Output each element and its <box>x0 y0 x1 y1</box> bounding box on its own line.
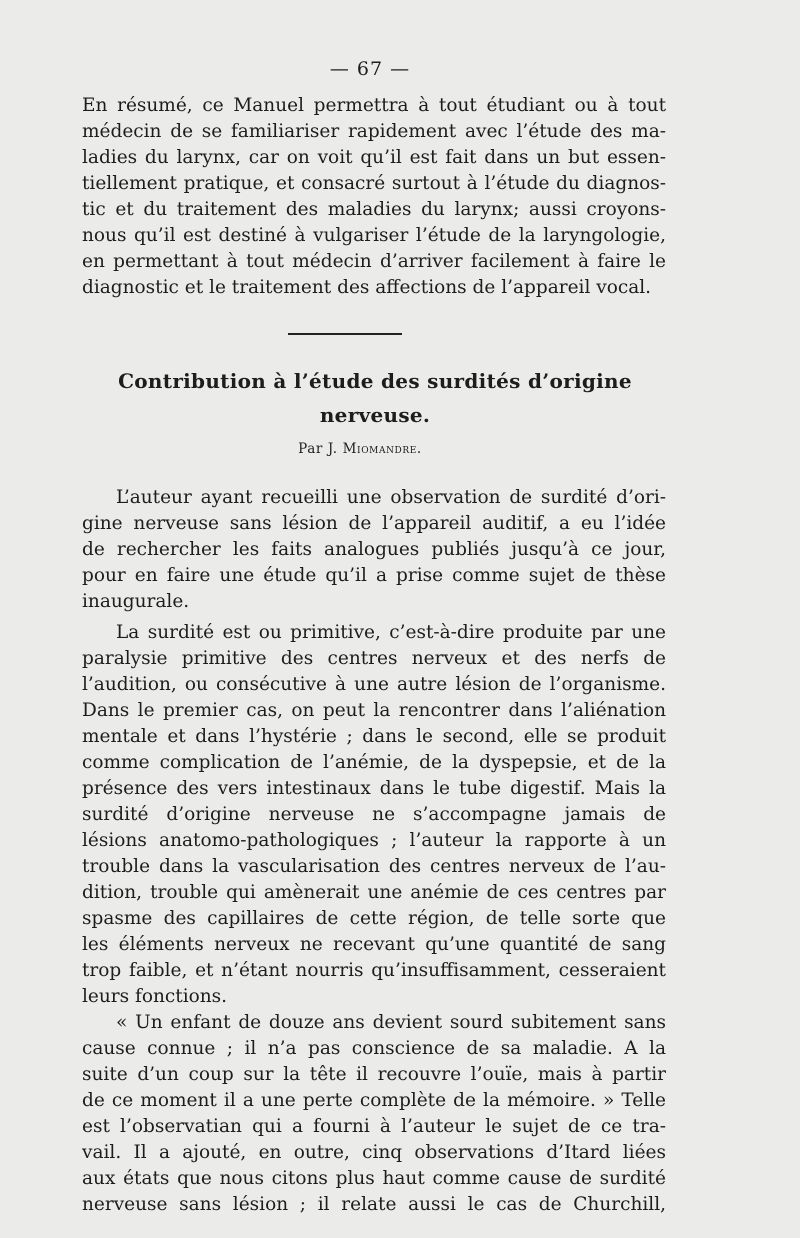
text-line: inaugurale. <box>82 591 190 612</box>
text-line: suite d’un coup sur la tête il recouvre l’ouïe, mais à partir <box>82 1064 666 1085</box>
article-title-line: Contribution à l’étude des surdités d’origine <box>118 369 632 393</box>
section-divider <box>288 333 402 335</box>
text-line: dition, trouble qui amènerait une anémie de ces centres par <box>82 882 666 903</box>
text-line: leurs fonctions. <box>82 986 228 1007</box>
text-line: comme complication de l’anémie, de la dyspepsie, et de la <box>82 752 666 773</box>
text-line: nous qu’il est destiné à vulgariser l’étude de la laryngologie, <box>82 225 666 246</box>
text-line: nerveuse sans lésion ; il relate aussi le cas de Churchill, <box>82 1194 666 1215</box>
article-title-line: nerveuse. <box>319 403 431 427</box>
text-line: vail. Il a ajouté, en outre, cinq observations d’Itard liées <box>82 1142 666 1163</box>
article-author <box>90 441 630 457</box>
text-line: L’auteur ayant recueilli une observation de surdité d’ori- <box>116 487 666 508</box>
text-line: tiellement pratique, et consacré surtout à l’étude du diagnos- <box>82 173 666 194</box>
text-line: pour en faire une étude qu’il a prise comme sujet de thèse <box>82 565 666 586</box>
text-line: lésions anatomo-pathologiques ; l’auteur la rapporte à un <box>82 830 666 851</box>
text-line: ladies du larynx, car on voit qu’il est fait dans un but essen- <box>82 147 666 168</box>
text-line: de ce moment il a une perte complète de la mémoire. » Telle <box>82 1090 666 1111</box>
text-line: l’audition, ou consécutive à une autre lésion de l’organisme. <box>82 674 666 695</box>
text-line: tic et du traitement des maladies du larynx; aussi croyons- <box>82 199 666 220</box>
page-number: — 67 — <box>329 58 411 80</box>
text-line: médecin de se familiariser rapidement avec l’étude des ma- <box>82 121 666 142</box>
paragraph <box>82 1010 666 1218</box>
text-line: trop faible, et n’étant nourris qu’insuffisamment, cesseraient <box>82 960 666 981</box>
text-line: paralysie primitive des centres nerveux et des nerfs de <box>82 648 666 669</box>
text-line: La surdité est ou primitive, c’est-à-dire produite par une <box>116 622 666 643</box>
text-line: gine nerveuse sans lésion de l’appareil auditif, a eu l’idée <box>82 513 666 534</box>
paragraph <box>82 620 666 1010</box>
text-line: Dans le premier cas, on peut la rencontrer dans l’aliénation <box>82 700 666 721</box>
text-line: mentale et dans l’hystérie ; dans le second, elle se produit <box>82 726 666 747</box>
text-line: de rechercher les faits analogues publiés jusqu’à ce jour, <box>82 539 666 560</box>
summary-paragraph <box>82 93 666 301</box>
text-line: trouble dans la vascularisation des centres nerveux de l’au- <box>82 856 666 877</box>
text-line: diagnostic et le traitement des affections de l’appareil vocal. <box>82 277 652 298</box>
text-line: spasme des capillaires de cette région, de telle sorte que <box>82 908 666 929</box>
text-line: aux états que nous citons plus haut comme cause de surdité <box>82 1168 666 1189</box>
text-line: en permettant à tout médecin d’arriver facilement à faire le <box>82 251 666 272</box>
text-line: surdité d’origine nerveuse ne s’accompagne jamais de <box>82 804 666 825</box>
article-body <box>82 485 666 1218</box>
author-prefix: Par J. <box>298 441 338 457</box>
article-title <box>90 364 660 432</box>
paragraph <box>82 485 666 615</box>
text-line: cause connue ; il n’a pas conscience de sa maladie. A la <box>82 1038 666 1059</box>
text-line: « Un enfant de douze ans devient sourd subitement sans <box>116 1012 666 1033</box>
text-line: est l’observatian qui a fourni à l’auteur le sujet de ce tra- <box>82 1116 666 1137</box>
text-line: les éléments nerveux ne recevant qu’une quantité de sang <box>82 934 666 955</box>
text-line: En résumé, ce Manuel permettra à tout étudiant ou à tout <box>82 95 666 116</box>
text-line: présence des vers intestinaux dans le tube digestif. Mais la <box>82 778 666 799</box>
author-name: Miomandre. <box>342 441 422 457</box>
